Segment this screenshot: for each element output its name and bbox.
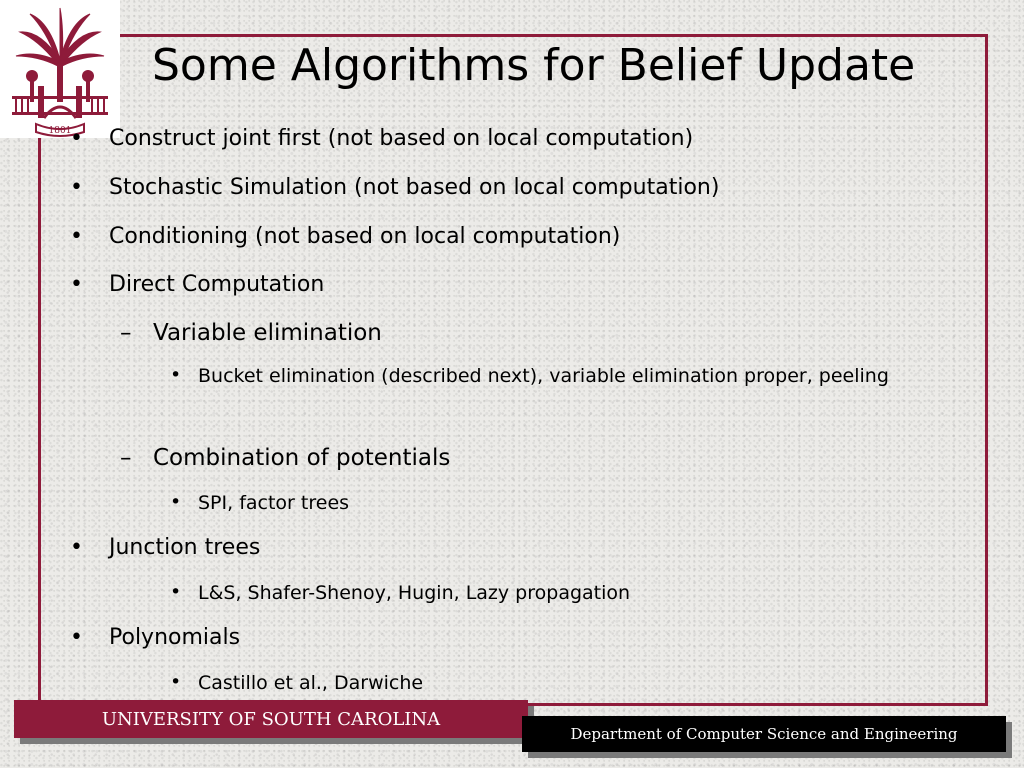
bullet-text: Junction trees [109,535,261,560]
department-footer-banner [522,716,1006,752]
slide-title: Some Algorithms for Belief Update [152,40,916,91]
bullet-text: Direct Computation [109,272,325,297]
bullet-marker: • [70,272,83,297]
bullet-marker: • [70,224,83,249]
seal-year: 1801 [48,126,72,136]
sub-sub-bullet-text: Bucket elimination (described next), variable elimination proper, peeling [198,365,889,387]
bullet-marker: • [170,671,182,693]
bullet-marker: • [70,535,83,560]
bullet-marker: • [70,625,83,650]
university-name: UNIVERSITY OF SOUTH CAROLINA [101,708,441,730]
sub-sub-bullet-text: Castillo et al., Darwiche [198,672,424,694]
bullet-marker: • [170,581,182,603]
department-name: Department of Computer Science and Engineering [570,725,958,743]
usc-palmetto-seal-icon [0,0,120,138]
bullet-marker: • [70,126,83,151]
dash-marker: – [120,445,132,471]
dash-marker: – [120,320,132,346]
bullet-text: Stochastic Simulation (not based on local computation) [109,175,720,200]
sub-sub-bullet-text: L&S, Shafer-Shenoy, Hugin, Lazy propagation [198,582,631,604]
bullet-marker: • [170,364,182,386]
sub-bullet-text: Variable elimination [153,320,382,346]
university-logo [0,0,120,138]
bullet-text: Construct joint first (not based on local computation) [109,126,694,151]
university-footer-banner [14,700,528,738]
sub-sub-bullet-text: SPI, factor trees [198,492,350,514]
bullet-text: Polynomials [109,625,241,650]
sub-bullet-text: Combination of potentials [153,445,451,471]
bullet-text: Conditioning (not based on local computation) [109,224,621,249]
bullet-marker: • [170,491,182,513]
bullet-marker: • [70,175,83,200]
